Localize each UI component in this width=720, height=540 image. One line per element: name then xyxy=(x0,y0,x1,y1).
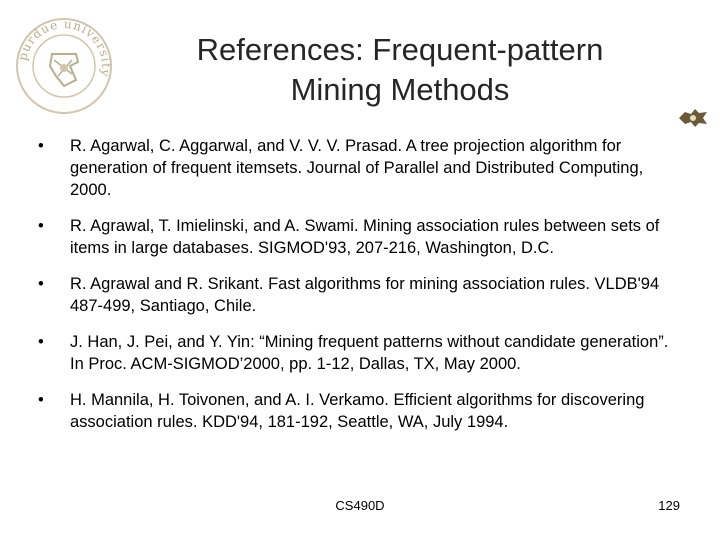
university-seal-icon xyxy=(14,16,114,116)
list-item xyxy=(38,273,678,317)
list-item xyxy=(38,389,678,433)
footer-course: CS490D xyxy=(335,498,385,513)
bullet-icon: • xyxy=(38,275,44,293)
reference-text: R. Agarwal, C. Aggarwal, and V. V. V. Prasad. A tree projection algorithm for generation of frequent itemsets. Journal of Parallel and Distributed Computing, 2000. xyxy=(70,137,644,199)
reference-text: J. Han, J. Pei, and Y. Yin: “Mining frequent patterns without candidate generation”. In Proc. ACM-SIGMOD’2000, pp. 1-12, Dallas, TX, May 2000. xyxy=(70,333,669,373)
title-line-2: Mining Methods xyxy=(290,72,510,107)
page-number: 129 xyxy=(658,498,680,513)
reference-text: R. Agrawal, T. Imielinski, and A. Swami. Mining association rules between sets of items in large databases. SIGMOD'93, 207-216, Washington, D.C. xyxy=(70,217,660,257)
bullet-icon: • xyxy=(38,137,44,155)
reference-list xyxy=(38,135,678,447)
list-item xyxy=(38,215,678,259)
list-item xyxy=(38,135,678,201)
bullet-icon: • xyxy=(38,217,44,235)
seal-text: purdue university xyxy=(15,16,114,79)
bullet-icon: • xyxy=(38,333,44,351)
reference-text: H. Mannila, H. Toivonen, and A. I. Verkamo. Efficient algorithms for discovering association rules. KDD'94, 181-192, Seattle, WA, July 1994. xyxy=(70,391,645,431)
bullet-icon: • xyxy=(38,391,44,409)
griffin-ornament-icon xyxy=(677,106,709,130)
title-line-1: References: Frequent-pattern xyxy=(196,32,604,67)
list-item xyxy=(38,331,678,375)
reference-text: R. Agrawal and R. Srikant. Fast algorithms for mining association rules. VLDB'94 487-499, Santiago, Chile. xyxy=(70,275,660,315)
slide-title xyxy=(120,30,680,110)
